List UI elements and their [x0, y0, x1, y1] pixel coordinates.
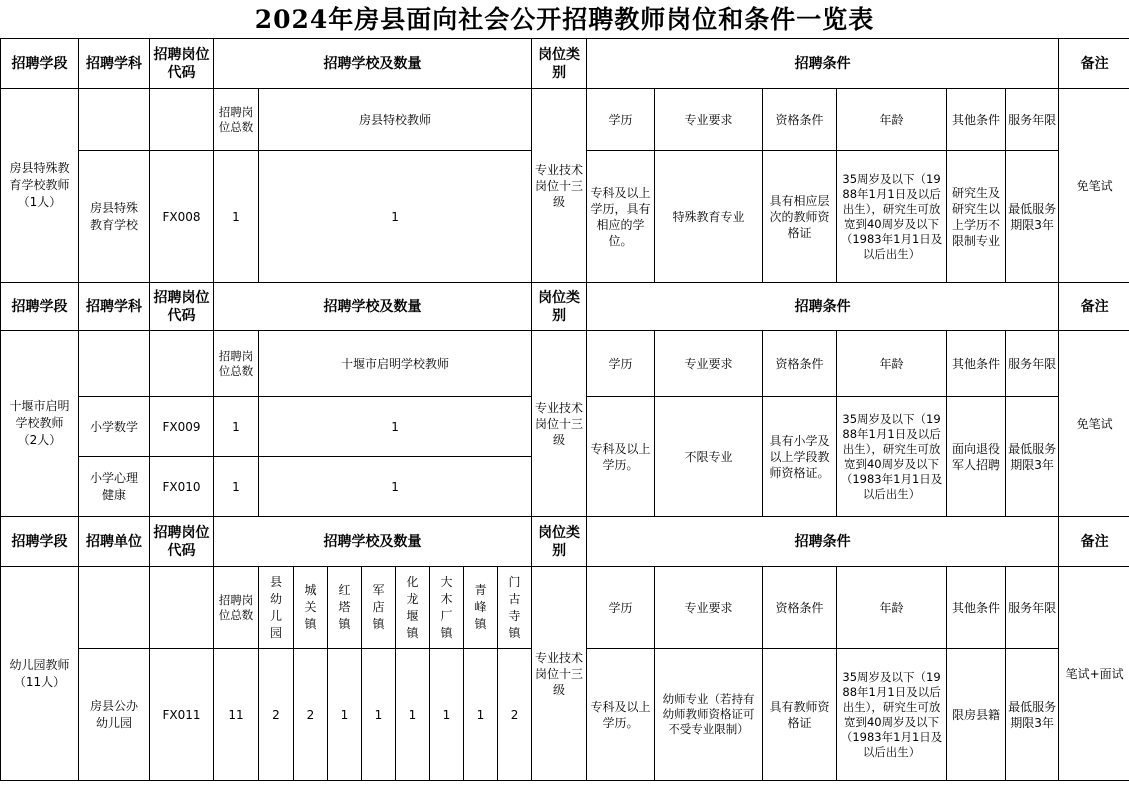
s2-header-total: 招聘岗位总数 — [214, 331, 259, 397]
s2-count-1: 1 — [259, 397, 532, 457]
s3-remark: 笔试+面试 — [1059, 567, 1129, 781]
header-stage: 招聘学段 — [1, 283, 79, 331]
s3-count-1: 2 — [259, 649, 294, 781]
header-stage: 招聘学段 — [1, 517, 79, 567]
s1-education: 专科及以上学历，具有相应的学位。 — [587, 151, 655, 283]
s2-stage: 十堰市启明学校教师（2人） — [1, 331, 79, 517]
header-conditions: 招聘条件 — [587, 517, 1059, 567]
s2-count-2: 1 — [259, 457, 532, 517]
s2-qualification: 具有小学及以上学段教师资格证。 — [763, 397, 837, 517]
s2-service: 最低服务期限3年 — [1006, 397, 1059, 517]
s3-total: 11 — [214, 649, 259, 781]
s2-header-qualification: 资格条件 — [763, 331, 837, 397]
section1-header-row — [1, 39, 1129, 89]
s1-qualification: 具有相应层次的教师资格证 — [763, 151, 837, 283]
s3-code: FX011 — [150, 649, 214, 781]
s1-empty-subject — [79, 89, 150, 151]
header-remark: 备注 — [1059, 283, 1129, 331]
s2-school-header: 十堰市启明学校教师 — [259, 331, 532, 397]
s1-total: 1 — [214, 151, 259, 283]
s3-school-7: 青峰镇 — [464, 567, 498, 649]
s1-post-type: 专业技术岗位十三级 — [532, 89, 587, 283]
header-stage: 招聘学段 — [1, 39, 79, 89]
s2-code-2: FX010 — [150, 457, 214, 517]
s3-header-total: 招聘岗位总数 — [214, 567, 259, 649]
s1-header-service: 服务年限 — [1006, 89, 1059, 151]
s3-count-8: 2 — [498, 649, 532, 781]
s3-education: 专科及以上学历。 — [587, 649, 655, 781]
s1-empty-code — [150, 89, 214, 151]
page-title: 2024年房县面向社会公开招聘教师岗位和条件一览表 — [254, 5, 875, 34]
recruitment-table — [0, 38, 1129, 781]
header-subject: 招聘学科 — [79, 39, 150, 89]
s2-remark: 免笔试 — [1059, 331, 1129, 517]
s2-major: 不限专业 — [655, 397, 763, 517]
section1-subheader-row — [1, 89, 1129, 151]
section2-header-row — [1, 283, 1129, 331]
header-school-qty: 招聘学校及数量 — [214, 517, 532, 567]
s3-header-major: 专业要求 — [655, 567, 763, 649]
section3-header-row — [1, 517, 1129, 567]
s3-stage: 幼儿园教师（11人） — [1, 567, 79, 781]
s2-subject-2: 小学心理健康 — [79, 457, 150, 517]
s1-header-other: 其他条件 — [947, 89, 1006, 151]
s3-school-5: 化龙堰镇 — [396, 567, 430, 649]
s2-empty-code — [150, 331, 214, 397]
s3-qualification: 具有教师资格证 — [763, 649, 837, 781]
s3-school-1: 县幼儿园 — [259, 567, 294, 649]
header-conditions: 招聘条件 — [587, 39, 1059, 89]
s1-header-education: 学历 — [587, 89, 655, 151]
s1-subject: 房县特殊教育学校 — [79, 151, 150, 283]
header-code: 招聘岗位代码 — [150, 39, 214, 89]
s1-header-age: 年龄 — [837, 89, 947, 151]
s2-header-age: 年龄 — [837, 331, 947, 397]
s3-header-other: 其他条件 — [947, 567, 1006, 649]
s1-school-header: 房县特校教师 — [259, 89, 532, 151]
s2-other: 面向退役军人招聘 — [947, 397, 1006, 517]
header-post-type: 岗位类别 — [532, 517, 587, 567]
s1-count: 1 — [259, 151, 532, 283]
s2-age: 35周岁及以下（1988年1月1日及以后出生），研究生可放宽到40周岁及以下（1983年1月1日及以后出生） — [837, 397, 947, 517]
s3-header-service: 服务年限 — [1006, 567, 1059, 649]
s1-service: 最低服务期限3年 — [1006, 151, 1059, 283]
header-subject: 招聘学科 — [79, 283, 150, 331]
s2-header-education: 学历 — [587, 331, 655, 397]
s3-count-2: 2 — [294, 649, 328, 781]
s2-education: 专科及以上学历。 — [587, 397, 655, 517]
s3-school-8: 门古寺镇 — [498, 567, 532, 649]
s2-total-2: 1 — [214, 457, 259, 517]
s3-header-qualification: 资格条件 — [763, 567, 837, 649]
s2-empty-subject — [79, 331, 150, 397]
s3-unit: 房县公办幼儿园 — [79, 649, 150, 781]
s2-post-type: 专业技术岗位十三级 — [532, 331, 587, 517]
header-remark: 备注 — [1059, 39, 1129, 89]
section2-subheader-row — [1, 331, 1129, 397]
s3-school-2: 城关镇 — [294, 567, 328, 649]
s3-school-3: 红塔镇 — [328, 567, 362, 649]
header-code: 招聘岗位代码 — [150, 517, 214, 567]
s1-major: 特殊教育专业 — [655, 151, 763, 283]
s1-header-major: 专业要求 — [655, 89, 763, 151]
header-post-type: 岗位类别 — [532, 283, 587, 331]
s2-header-major: 专业要求 — [655, 331, 763, 397]
s3-major: 幼师专业（若持有幼师教师资格证可不受专业限制） — [655, 649, 763, 781]
s3-count-4: 1 — [362, 649, 396, 781]
s3-school-4: 军店镇 — [362, 567, 396, 649]
s1-age: 35周岁及以下（1988年1月1日及以后出生），研究生可放宽到40周岁及以下（1983年1月1日及以后出生） — [837, 151, 947, 283]
s1-header-qualification: 资格条件 — [763, 89, 837, 151]
section3-subheader-row — [1, 567, 1129, 649]
s3-header-age: 年龄 — [837, 567, 947, 649]
header-remark: 备注 — [1059, 517, 1129, 567]
header-code: 招聘岗位代码 — [150, 283, 214, 331]
s3-count-6: 1 — [430, 649, 464, 781]
s1-header-total: 招聘岗位总数 — [214, 89, 259, 151]
s3-post-type: 专业技术岗位十三级 — [532, 567, 587, 781]
s1-code: FX008 — [150, 151, 214, 283]
header-school-qty: 招聘学校及数量 — [214, 283, 532, 331]
s3-age: 35周岁及以下（1988年1月1日及以后出生），研究生可放宽到40周岁及以下（1983年1月1日及以后出生） — [837, 649, 947, 781]
header-conditions: 招聘条件 — [587, 283, 1059, 331]
header-post-type: 岗位类别 — [532, 39, 587, 89]
s3-header-education: 学历 — [587, 567, 655, 649]
header-unit: 招聘单位 — [79, 517, 150, 567]
s2-subject-1: 小学数学 — [79, 397, 150, 457]
s1-stage: 房县特殊教育学校教师（1人） — [1, 89, 79, 283]
s3-count-5: 1 — [396, 649, 430, 781]
s3-other: 限房县籍 — [947, 649, 1006, 781]
s1-remark: 免笔试 — [1059, 89, 1129, 283]
s2-total-1: 1 — [214, 397, 259, 457]
s3-empty-unit — [79, 567, 150, 649]
s2-header-other: 其他条件 — [947, 331, 1006, 397]
s2-header-service: 服务年限 — [1006, 331, 1059, 397]
s3-count-7: 1 — [464, 649, 498, 781]
s2-code-1: FX009 — [150, 397, 214, 457]
s3-empty-code — [150, 567, 214, 649]
s3-school-6: 大木厂镇 — [430, 567, 464, 649]
s3-service: 最低服务期限3年 — [1006, 649, 1059, 781]
s3-count-3: 1 — [328, 649, 362, 781]
s1-other: 研究生及研究生以上学历不限制专业 — [947, 151, 1006, 283]
header-school-qty: 招聘学校及数量 — [214, 39, 532, 89]
